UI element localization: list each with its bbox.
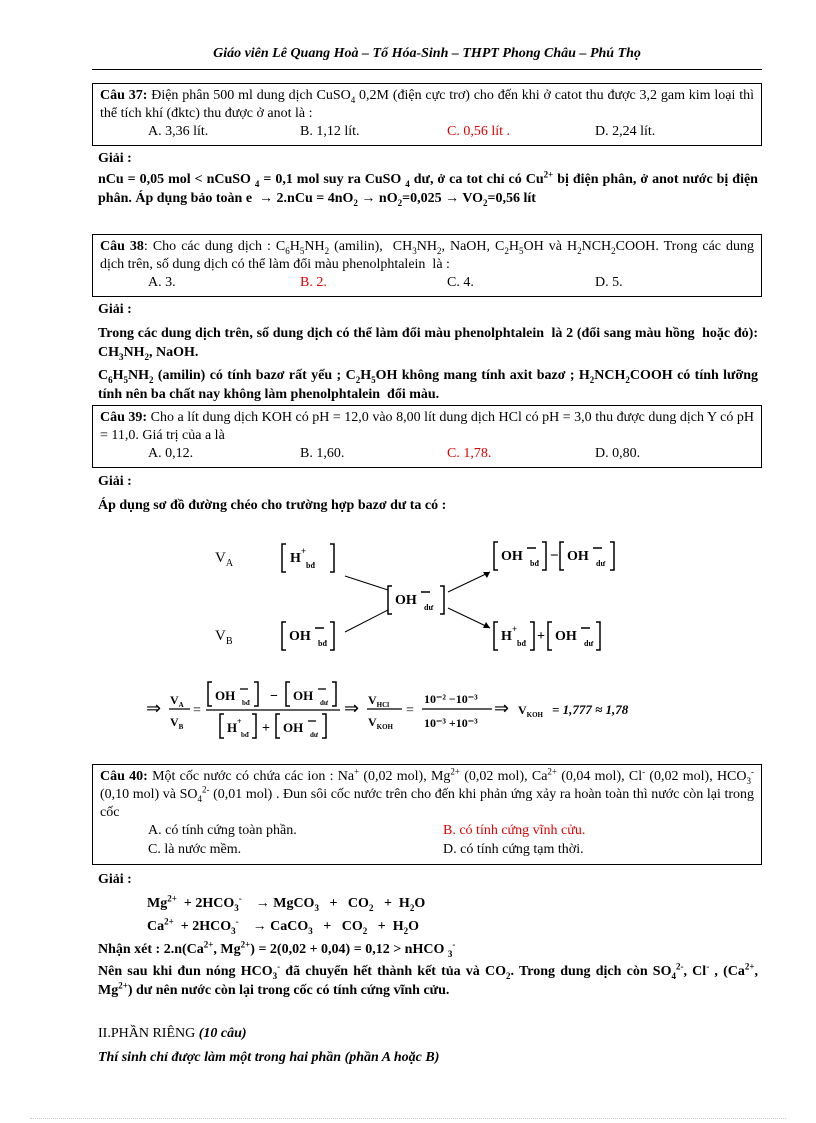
oh-excess-center [388, 586, 444, 614]
implies-arrow-1: ⇒ [146, 698, 162, 718]
q39-option-b: B. 1,60. [300, 446, 345, 461]
oh-initial-minus-oh-excess [494, 542, 614, 570]
svg-text:dư: dư [424, 603, 434, 612]
equation-mg: $Mg^{2+} + 2HCO_3^-$ → MgCO$_3$ + $CO_2 + H_2O$ [147, 893, 426, 913]
question-37-box [92, 83, 762, 146]
question-39-text [100, 409, 754, 445]
diagram-arrow-1 [448, 572, 490, 592]
svg-text:bđ: bđ [517, 639, 526, 648]
svg-text:bđ: bđ [306, 561, 315, 570]
giai-39-label: Giải : [98, 474, 132, 489]
q37-option-d: D. 2,24 lít. [595, 124, 656, 139]
svg-text:VB: $V_B$ [170, 715, 184, 731]
svg-text:OH: OH [283, 720, 304, 735]
svg-text:+: + [262, 721, 270, 736]
question-37-text [100, 87, 754, 123]
q38-option-c: C. 4. [447, 275, 474, 290]
svg-text:bđ: bđ [242, 699, 250, 707]
svg-text:bđ: bđ [241, 731, 249, 739]
solution-38-part1: Trong các dung dịch trên, số dung dịch có thể làm đổi màu phenolphtalein là 2 (đổi sang màu hồng hoặc đỏ): $CH_3NH_2$, NaOH. [98, 326, 758, 362]
svg-text:10⁻² −10⁻³: 10⁻² −10⁻³ [424, 692, 478, 706]
svg-text:H: H [501, 629, 512, 644]
svg-text:+: + [512, 624, 518, 634]
diagram-line-1 [345, 576, 388, 590]
svg-text:OH: OH [567, 549, 589, 564]
svg-text:OH: OH [289, 629, 311, 644]
diagram-line-2 [345, 610, 388, 632]
svg-text:+: + [301, 546, 307, 556]
giai-40-label: Giải : [98, 872, 132, 887]
q40-option-c: C. là nước mềm. [148, 842, 242, 857]
vkoh-result-value: = 1,777 ≈ 1,78 [552, 702, 629, 717]
header-rule [92, 69, 762, 70]
ratio-formula [140, 676, 680, 740]
vb-label: $V_B$ [215, 628, 233, 647]
ratio-fraction [206, 682, 340, 739]
q38-option-a: A. 3. [148, 275, 176, 290]
question-40-stem: Một cốc nước có chứa các ion : Na+ (0,02 mol), $Mg^{2+}$ (0,02 mol), $Ca^{2+}$ (0,04 mol), Cl- (0,02 mol), $HCO_3^-$ (0,10 mol) và $SO_4^{2-}$ (0,01 mol) . Đun sôi cốc nước trên cho đến khi phản ứng xảy ra hoàn toàn thì nước còn lại trong cốc [100, 766, 755, 820]
svg-text:dư: dư [310, 731, 319, 739]
svg-text:=: = [406, 703, 414, 718]
svg-text:−: − [270, 689, 278, 704]
question-39-stem: Cho a lít dung dịch KOH có pH = 12,0 vào 8,00 lít dung dịch HCl có pH = 3,0 thu được dung dịch Y có pH = 11,0. Giá trị của a là [100, 410, 755, 443]
implies-arrow-3: ⇒ [494, 698, 510, 718]
h-initial-plus-oh-excess [494, 622, 600, 650]
svg-text:OH: OH [395, 593, 417, 608]
svg-text:H: H [227, 720, 238, 735]
section-heading: II.PHẦN RIÊNG (10 câu) [98, 1026, 247, 1041]
svg-text:dư: dư [584, 639, 594, 648]
question-40-box [92, 764, 762, 865]
svg-text:=: = [193, 703, 201, 718]
section-note: Thí sinh chỉ được làm một trong hai phần (phần A hoặc B) [98, 1050, 440, 1065]
giai-37-label: Giải : [98, 151, 132, 166]
solution-39-intro: Áp dụng sơ đồ đường chéo cho trường hợp bazơ dư ta có : [98, 498, 447, 513]
question-39-label: Câu 39: [100, 410, 148, 425]
q37-option-c: C. 0,56 lít . [447, 124, 511, 139]
svg-text:+: + [237, 717, 242, 726]
va-over-vb [169, 693, 190, 731]
page-bottom-border [30, 1118, 786, 1119]
solution-37: nCu = 0,05 mol < nCuSO $_4$ = 0,1 mol suy ra CuSO $_4$ dư, ở ca tot chỉ có $Cu^{2+}$ bị điện phân, ở anot nước bị điện phân. Áp dụng bảo toàn $e \to 2.nCu = 4nO_2 \to nO_2=0,025 \to VO_2=0,56$ lít [98, 169, 758, 208]
question-38-stem: : Cho các dung dịch : $C_6H_5NH_2$ (amilin), $CH_3NH_2$, NaOH, $C_2H_5OH$ và $H_2NCH_2COOH$. Trong các dung dịch trên, số dung dịch có thể làm đổi màu phenolphtalein là : [100, 239, 755, 272]
svg-text:−: − [550, 548, 559, 564]
numeric-fraction [422, 692, 492, 730]
oh-initial-bottom [282, 622, 334, 650]
q38-option-d: D. 5. [595, 275, 623, 290]
solution-40-conclusion: Nên sau khi đun nóng $HCO_3^-$ đã chuyển hết thành kết tủa và $CO_2$. Trong dung dịch còn $SO_4^{2-}$, Cl- , ($Ca^{2+}$, $Mg^{2+}$) dư nên nước còn lại trong cốc có tính cứng vĩnh cửu. [98, 961, 758, 998]
implies-arrow-2: ⇒ [344, 698, 360, 718]
svg-text:bđ: bđ [530, 559, 539, 568]
q37-option-a: A. 3,36 lít. [148, 124, 209, 139]
vkoh-result-label: $V_{KOH}$ [518, 703, 544, 719]
svg-text:VHCl: $V_{HCl}$ [368, 693, 390, 709]
svg-text:VA: $V_A$ [170, 693, 184, 709]
q40-option-b: B. có tính cứng vĩnh cửu. [443, 823, 586, 838]
question-37-stem: Điện phân 500 ml dung dịch CuSO$_4$ 0,2M (điện cực trơ) cho đến khi ở catot thu được 3,2 gam kim loại thì thể tích khí (đktc) thu được ở anot là : [100, 88, 754, 121]
question-38-text [100, 238, 754, 274]
remark-line: Nhận xét : $2.n(Ca^{2+}$, $Mg^{2+}) = 2(0,02 + 0,04) = 0,12$ > nHCO $_3$- [98, 939, 456, 959]
q39-option-a: A. 0,12. [148, 446, 194, 461]
svg-text:10⁻³ +10⁻³: 10⁻³ +10⁻³ [424, 716, 478, 730]
svg-text:dư: dư [596, 559, 606, 568]
cross-mixing-diagram [200, 530, 660, 660]
svg-text:H: H [290, 551, 301, 566]
question-39-box [92, 405, 762, 468]
svg-text:VKOH: $V_{KOH}$ [368, 715, 394, 731]
va-label: $V_A$ [215, 550, 234, 569]
q38-option-b: B. 2. [300, 275, 327, 290]
vhcl-over-vkoh [367, 693, 402, 731]
h-plus-initial [282, 544, 334, 572]
question-38-label: Câu 38 [100, 239, 144, 254]
svg-text:OH: OH [555, 629, 577, 644]
svg-text:OH: OH [501, 549, 523, 564]
q37-option-b: B. 1,12 lít. [300, 124, 360, 139]
equation-ca: $Ca^{2+} + 2HCO_3^-$ → CaCO$_3$ + $CO_2 + H_2O$ [147, 916, 420, 936]
q39-option-d: D. 0,80. [595, 446, 641, 461]
page-header: Giáo viên Lê Quang Hoà – Tổ Hóa-Sinh – THPT Phong Châu – Phú Thọ [213, 46, 641, 61]
svg-text:OH: OH [293, 688, 314, 703]
question-38-box [92, 234, 762, 297]
q40-option-d: D. có tính cứng tạm thời. [443, 842, 584, 857]
question-40-label: Câu 40: [100, 769, 148, 784]
svg-text:bđ: bđ [318, 639, 327, 648]
q40-option-a: A. có tính cứng toàn phần. [148, 823, 297, 838]
question-37-label: Câu 37: [100, 88, 148, 103]
giai-38-label: Giải : [98, 302, 132, 317]
question-40-text [100, 768, 754, 822]
svg-text:dư: dư [320, 699, 329, 707]
diagram-arrow-2 [448, 608, 490, 628]
svg-text:+: + [537, 629, 545, 644]
solution-38-part2: $C_6H_5NH_2$ (amilin) có tính bazơ rất yếu ; $C_2H_5OH$ không mang tính axit bazơ ; $H_2NCH_2COOH$ có tính lưỡng tính nên ba chất nay không làm phenolphtalein đổi màu. [98, 368, 758, 402]
q39-option-c: C. 1,78. [447, 446, 492, 461]
svg-text:OH: OH [215, 688, 236, 703]
